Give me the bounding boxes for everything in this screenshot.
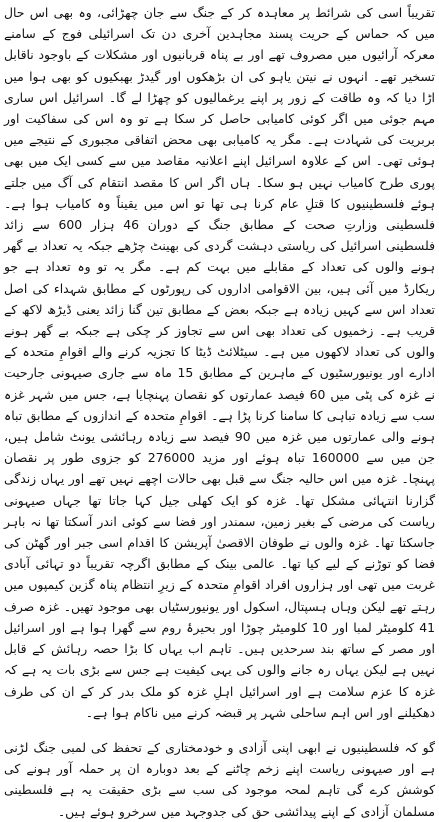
- article-column: [4, 2, 435, 822]
- article-paragraph-2: گو کہ فلسطینیوں نے ابھی اپنی آزادی و خودمختاری کے تحفظ کی لمبی جنگ لڑنی ہے اور صیہونی ریاست اپنے زخم چاٹنے کے بعد دوبارہ ان پر حملہ آور ہونے کی کوشش کرے گی تاہم لمحہ موجود کی سب سے بڑی حقیقت یہ ہے فلسطینی مسلمان آزادی کے اپنے پیدائشی حق کی جدوجہد میں سرخرو ہوئے ہیں۔: [4, 739, 435, 819]
- article-paragraph-1: تقریباً اسی کی شرائط پر معاہدہ کر کے جنگ سے جان چھڑائی، وہ بھی اس حال میں کہ حماس کے حریت پسند مجاہدین آخری دن تک اسرائیلی فوج کے سامنے معرکہ آرائیوں میں مصروف تھے اور بے پناہ قربانیوں اور مشکلات کے باوجود ناقابل تسخیر تھے۔ انہوں نے نیتن یاہو کی ان بڑھکوں اور گیدڑ بھبکیوں کو بھی ہوا میں اڑا دیا کہ وہ طاقت کے زور پر اپنے یرغمالیوں کو چھڑا لے گا۔ اسرائیل اس ساری مہم جوئی میں اگر کوئی کامیابی حاصل کر سکا ہے تو وہ اس کی سفاکیت اور بربریت کی شہادت ہے۔ مگر یہ کامیابی بھی محض اتفاقی مجبوری کے نتیجے میں ہوئی تھی۔ اس کے علاوہ اسرائیل اپنے اعلانیہ مقاصد میں سے کسی ایک میں بھی پوری طرح کامیاب نہیں ہو سکا۔ ہاں اگر اس کا مقصد انتقام کی آگ میں جلتے ہوئے فلسطینیوں کا قتلِ عام کرنا ہی تھا تو اس میں یقیناً وہ کامیاب ہوا ہے۔ فلسطینی وزارتِ صحت کے مطابق جنگ کے دوران 46 ہزار 600 سے زائد فلسطینی اسرائیل کی ریاستی دہشت گردی کی بھینٹ چڑھے جبکہ یہ تعداد بے گھر ہونے والوں کی تعداد کے مقابلے میں بہت کم ہے۔ مگر یہ تو وہ تعداد ہے جو ریکارڈ میں آئی ہیں، بین الاقوامی اداروں کی رپورٹوں کے مطابق شہداء کی اصل تعداد اس سے کہیں زیادہ ہے جبکہ بعض کے مطابق تین گنا زائد یعنی ڈیڑھ لاکھ کے قریب ہے۔ زخمیوں کی تعداد بھی اس سے تجاوز کر چکی ہے جبکہ بے گھر ہونے والوں کی تعداد لاکھوں میں ہے۔ سیٹلائٹ ڈیٹا کا تجزیہ کرنے والے اقوامِ متحدہ کے ادارے اور یونیورسٹیوں کے ماہرین کے مطابق 15 ماہ سے جاری صیہونی جارحیت نے غزہ کی پٹی میں 60 فیصد عمارتوں کو نقصان پہنچایا ہے، جس میں شہر غزہ سب سے زیادہ تباہی کا سامنا کرنا پڑا ہے۔ اقوامِ متحدہ کے اندازوں کے مطابق تباہ ہونے والی عمارتوں میں غزہ میں 90 فیصد سے زیادہ رہائشی یونٹ شامل ہیں، جن میں سے 160000 تباہ ہوئے اور مزید 276000 کو جزوی طور پر نقصان پہنچا۔ غزہ میں اس حالیہ جنگ سے قبل بھی حالات اچھے نہیں تھے اور یہاں زندگی گزارنا انتہائی مشکل تھا۔ غزہ کو ایک کھلی جیل کہا جاتا تھا جہاں صیہونی ریاست کی مرضی کے بغیر زمین، سمندر اور فضا سے کوئی اندر آسکتا تھا نہ باہر جاسکتا تھا۔ غزہ والوں نے طوفان الاقصیٰ آپریشن کا اقدام اسی جبر اور گھٹن کی فضا کو توڑنے کے لیے کیا تھا۔ عالمی بینک کے مطابق اگرچہ تقریباً دو تہائی آبادی غربت میں تھی اور ہزاروں افراد اقوامِ متحدہ کے زیرِ انتظام پناہ گزین کیمپوں میں رہتے تھے لیکن وہاں ہسپتال، اسکول اور یونیورسٹیاں بھی موجود تھیں۔ غزہ صرف 41 کلومیٹر لمبا اور 10 کلومیٹر چوڑا اور بحیرۂ روم سے گھرا ہوا ہے اور اسرائیل اور مصر کے ساتھ بند سرحدیں ہیں۔ تاہم اب یہاں کا بڑا حصہ رہائش کے قابل نہیں ہے لیکن یہاں رہ جانے والوں کی یہی کیفیت ہے جس سے بڑی بات یہ ہے کہ غزہ کا عزم سلامت ہے اور اسرائیل اہلِ غزہ کو ملک بدر کر کے ان کی طرف دھکیلنے اور اس اہم ساحلی شہر پر قبضہ کرنے میں ناکام ہوا ہے۔: [4, 5, 436, 720]
- paragraph-spacer: [4, 723, 435, 737]
